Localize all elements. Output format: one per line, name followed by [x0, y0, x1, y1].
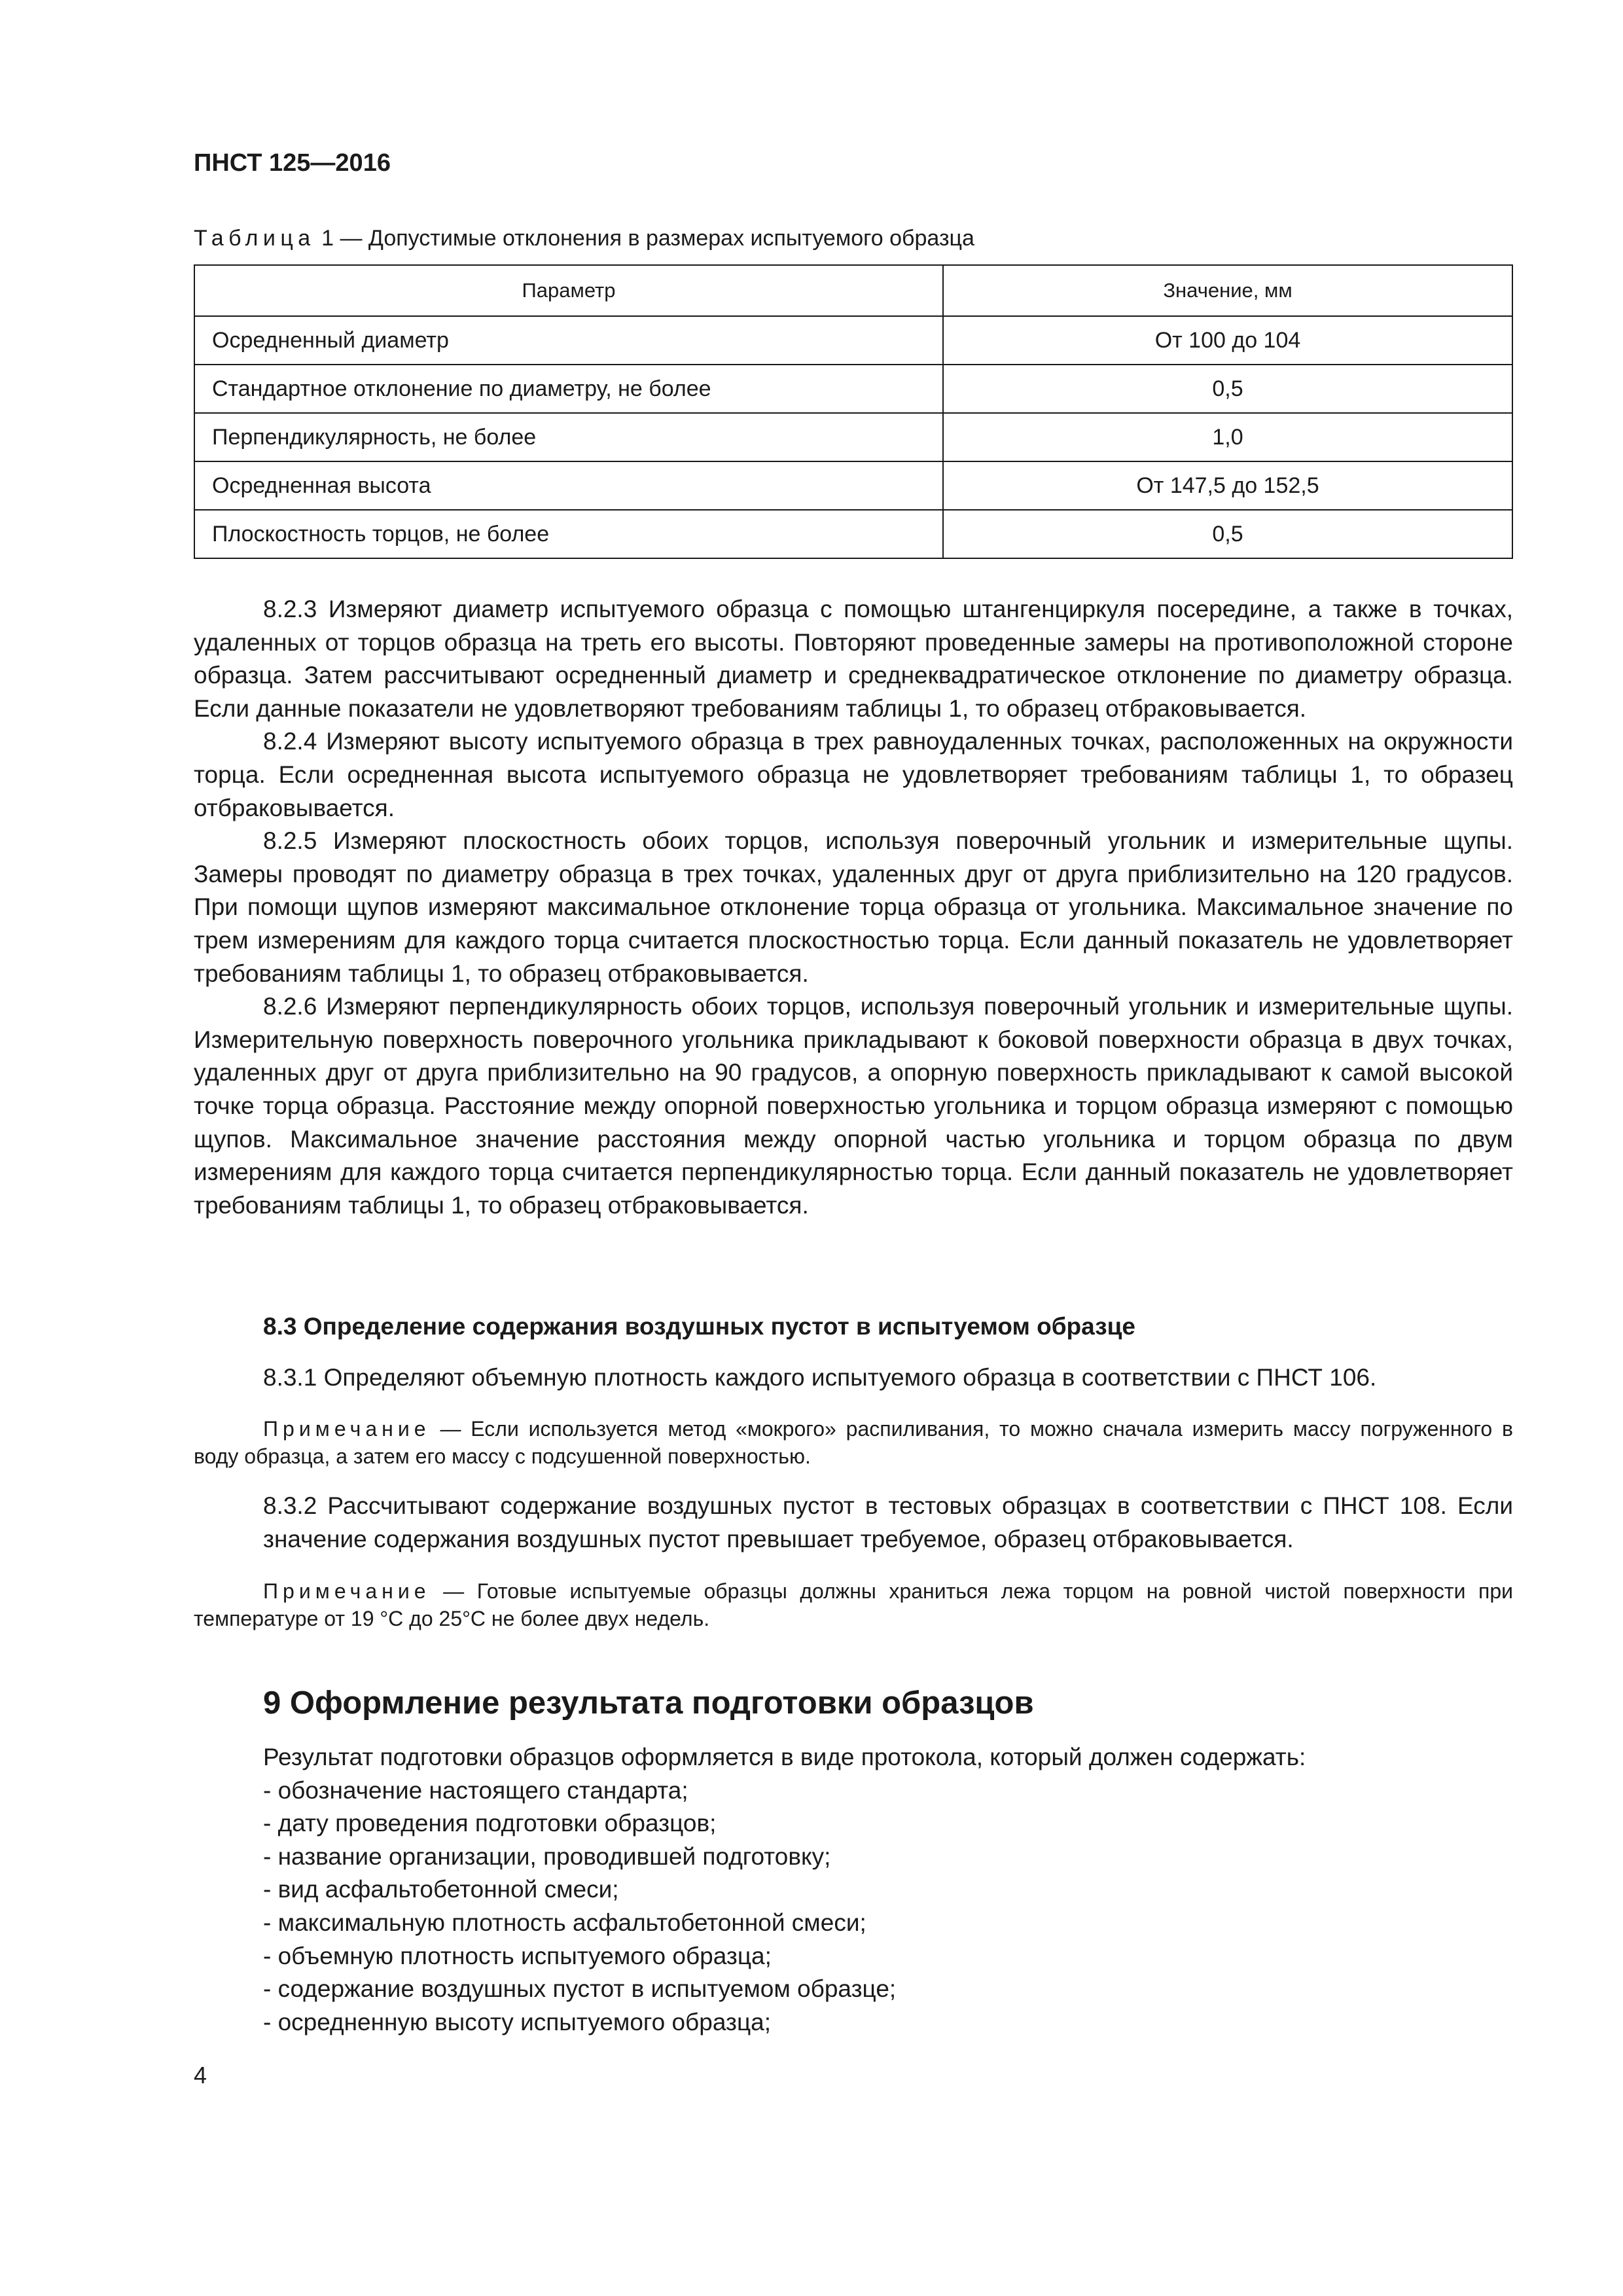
table-caption-text: 1 — Допустимые отклонения в размерах испытуемого образца: [321, 226, 974, 251]
subsection-8-3-heading: 8.3 Определение содержания воздушных пустот в испытуемом образце: [263, 1313, 1135, 1340]
section-9-heading: 9 Оформление результата подготовки образцов: [263, 1685, 1034, 1721]
table-row: [194, 461, 1512, 510]
clause-8-2-body: [194, 593, 1513, 1222]
table-row: [194, 365, 1512, 413]
section-9-intro: Результат подготовки образцов оформляется в виде протокола, который должен содержать:: [263, 1744, 1306, 1770]
table-cell-parameter: Стандартное отклонение по диаметру, не более: [194, 365, 943, 413]
note-2-label: Примечание: [263, 1579, 431, 1603]
list-item: - содержание воздушных пустот в испытуемом образце;: [263, 1975, 897, 2003]
list-item: - объемную плотность испытуемого образца;: [263, 1942, 772, 1969]
list-item: - название организации, проводившей подготовку;: [263, 1842, 831, 1870]
paragraph-8-2-4: 8.2.4 Измеряют высоту испытуемого образца в трех равноудаленных точках, расположенных на окружности торца. Если осредненная высота испытуемого образца не удовлетворяет требованиям таблицы 1, то образец отбраковывается.: [194, 728, 1513, 821]
list-item: - максимальную плотность асфальтобетонной смеси;: [263, 1909, 866, 1936]
table-cell-parameter: Перпендикулярность, не более: [194, 413, 943, 461]
note-2: [194, 1577, 1513, 1632]
paragraph-8-3-2: 8.3.2 Рассчитывают содержание воздушных пустот в тестовых образцах в соответствии с ПНСТ 108. Если значение содержания воздушных пустот превышает требуемое, образец отбраковывается.: [263, 1492, 1513, 1552]
note-1-text: — Если используется метод «мокрого» распиливания, то можно сначала измерить массу погруженного в воду образца, а затем его массу с подсушенной поверхностью.: [194, 1417, 1513, 1468]
table-row: [194, 413, 1512, 461]
table-header-row: [194, 265, 1512, 316]
paragraph-8-3-1: 8.3.1 Определяют объемную плотность каждого испытуемого образца в соответствии с ПНСТ 106.: [263, 1364, 1377, 1391]
table-cell-parameter: Плоскостность торцов, не более: [194, 510, 943, 558]
table-caption-label: Таблица: [194, 226, 315, 251]
paragraph-8-2-3: 8.2.3 Измеряют диаметр испытуемого образца с помощью штангенциркуля посередине, а также в точках, удаленных от торцов образца на треть его высоты. Повторяют проведенные замеры на противоположной стороне образца. Затем рассчитывают осредненный диаметр и среднеквадратическое отклонение по диаметру образца. Если данные показатели не удовлетворяют требованиям таблицы 1, то образец отбраковывается.: [194, 596, 1513, 722]
table-header-parameter: Параметр: [194, 265, 943, 316]
table-cell-value: От 147,5 до 152,5: [943, 461, 1512, 510]
note-2-text: — Готовые испытуемые образцы должны храниться лежа торцом на ровной чистой поверхности при температуре от 19 °С до 25°С не более двух недель.: [194, 1579, 1513, 1630]
table-caption: [194, 226, 974, 251]
table-row: [194, 510, 1512, 558]
list-item: - осредненную высоту испытуемого образца;: [263, 2008, 771, 2036]
table-cell-value: 0,5: [943, 365, 1512, 413]
table-cell-value: 1,0: [943, 413, 1512, 461]
table-cell-parameter: Осредненный диаметр: [194, 316, 943, 365]
note-1-label: Примечание: [263, 1417, 431, 1441]
table-cell-parameter: Осредненная высота: [194, 461, 943, 510]
table-cell-value: От 100 до 104: [943, 316, 1512, 365]
list-item: - вид асфальтобетонной смеси;: [263, 1876, 619, 1903]
paragraph-8-2-6: 8.2.6 Измеряют перпендикулярность обоих торцов, используя поверочный угольник и измерительные щупы. Измерительную поверхность поверочного угольника прикладывают к боковой поверхности образца в двух точках, удаленных друг от друга приблизительно на 90 градусов, а опорную поверхность прикладывают к самой высокой точке торца образца. Расстояние между опорной поверхностью угольника и торцом образца измеряют с помощью щупов. Максимальное значение расстояния между опорной частью угольника и торцом образца по двум измерениям для каждого торца считается перпендикулярностью торца. Если данный показатель не удовлетворяет требованиям таблицы 1, то образец отбраковывается.: [194, 993, 1513, 1219]
table-header-value: Значение, мм: [943, 265, 1512, 316]
document-id-header: ПНСТ 125—2016: [194, 149, 391, 177]
section-9-body: [263, 1741, 1513, 2039]
paragraph-8-2-5: 8.2.5 Измеряют плоскостность обоих торцов, используя поверочный угольник и измерительные щупы. Замеры проводят по диаметру образца в трех точках, удаленных друг от друга приблизительно на 120 градусов. При помощи щупов измеряют максимальное отклонение торца образца от угольника. Максимальное значение по трем измерениям для каждого торца считается плоскостностью торца. Если данный показатель не удовлетворяет требованиям таблицы 1, то образец отбраковывается.: [194, 827, 1513, 987]
list-item: - дату проведения подготовки образцов;: [263, 1810, 717, 1837]
list-item: - обозначение настоящего стандарта;: [263, 1776, 688, 1804]
tolerance-table: [194, 264, 1513, 559]
table-row: [194, 316, 1512, 365]
table-cell-value: 0,5: [943, 510, 1512, 558]
page-number: 4: [194, 2062, 207, 2089]
note-1: [194, 1415, 1513, 1470]
